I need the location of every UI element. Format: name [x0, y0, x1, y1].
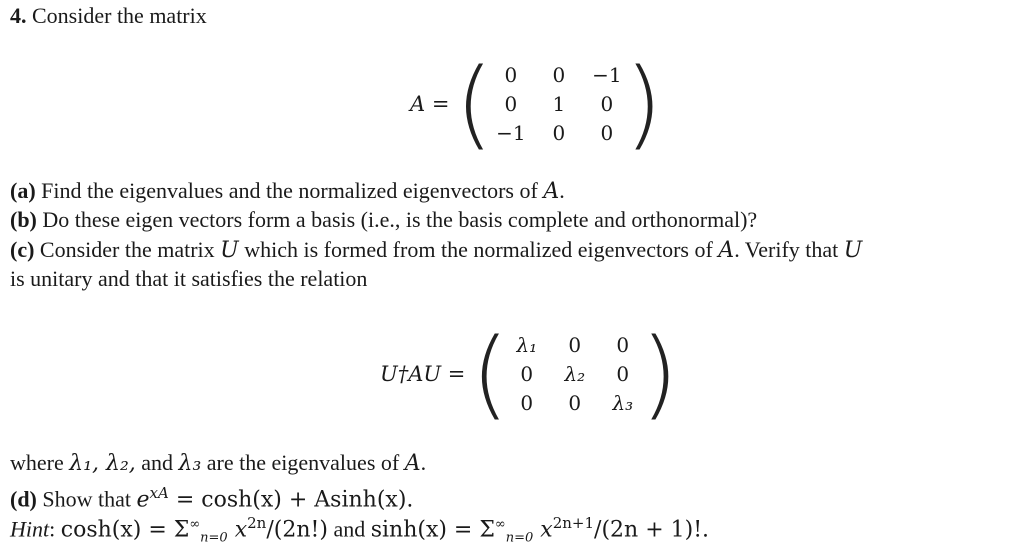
where-lambdas: λ₁, λ₂,: [69, 451, 136, 476]
matrix-a-label: A =: [410, 92, 450, 116]
right-paren-icon: ): [640, 318, 679, 430]
hint-line: [10, 510, 709, 552]
hint-sinh-den: /(2n + 1)!.: [594, 517, 710, 543]
matrix-cell: 0: [504, 63, 518, 87]
part-a: [10, 178, 565, 205]
hint-sinh-term: x: [533, 517, 553, 543]
part-b-label: (b): [10, 207, 37, 232]
problem-heading: [10, 3, 207, 29]
matrix-cell: 0: [568, 333, 582, 357]
part-a-var: A: [543, 179, 560, 204]
right-paren-icon: ): [624, 48, 663, 160]
matrix-cell: 0: [552, 121, 566, 145]
hint-sum-sup: ∞: [494, 517, 506, 532]
matrix-cell: 0: [504, 92, 518, 116]
where-var: A: [404, 451, 421, 476]
hint-sinh-pow: 2n+1: [552, 514, 595, 532]
where-line: [10, 450, 426, 477]
matrix-u-equation: [380, 318, 679, 430]
problem-intro: Consider the matrix: [32, 3, 207, 28]
part-a-text: Find the eigenvalues and the normalized eigenvectors of: [41, 178, 538, 203]
where-text2: are the eigenvalues of: [206, 450, 400, 475]
part-c-var-u2: U: [843, 238, 863, 263]
matrix-u-grid: [503, 331, 647, 418]
hint-cosh-den: /(2n!): [266, 517, 328, 543]
hint-sum-sub: n=0: [505, 530, 534, 546]
matrix-cell: 1: [552, 92, 566, 116]
hint-sinh: sinh(x) = Σ: [370, 517, 495, 543]
where-end: .: [420, 450, 427, 475]
part-d-exp: xA: [149, 484, 169, 502]
matrix-a-grid: [487, 61, 631, 148]
matrix-cell: 0: [600, 92, 614, 116]
matrix-a-equation: [410, 48, 663, 160]
part-c: [10, 237, 862, 264]
hint-cosh: cosh(x) = Σ: [60, 517, 190, 543]
matrix-cell: 0: [568, 391, 582, 415]
hint-cosh-term: x: [227, 517, 248, 543]
hint-and: and: [333, 516, 366, 542]
part-c-text1: Consider the matrix: [39, 237, 215, 262]
part-b: [10, 207, 757, 233]
matrix-cell: λ₂: [564, 362, 586, 386]
matrix-cell: 0: [520, 362, 534, 386]
matrix-cell: 0: [520, 391, 534, 415]
part-d-label: (d): [10, 486, 37, 512]
matrix-cell: λ₃: [612, 391, 634, 415]
part-c-label: (c): [10, 237, 35, 262]
left-paren-icon: (: [471, 318, 509, 430]
hint-label: Hint: [10, 516, 50, 542]
matrix-cell: −1: [592, 63, 622, 87]
matrix-cell: 0: [616, 333, 630, 357]
part-a-end: .: [559, 178, 565, 203]
matrix-cell: −1: [496, 121, 526, 145]
part-d-text: Show that: [42, 486, 132, 512]
left-paren-icon: (: [455, 48, 493, 160]
where-lambda3: λ₃: [178, 451, 202, 476]
where-and: and: [141, 450, 174, 475]
part-d-lhs: e: [136, 487, 150, 513]
problem-number: 4.: [10, 3, 27, 28]
hint-cosh-pow: 2n: [247, 514, 267, 532]
matrix-cell: 0: [616, 362, 630, 386]
hint-sum-sub: n=0: [200, 530, 228, 546]
part-c-var-a: A: [718, 238, 735, 263]
hint-sum-sup: ∞: [189, 517, 201, 532]
part-b-text: Do these eigen vectors form a basis (i.e., is the basis complete and orthonormal)?: [42, 207, 758, 232]
hint-colon: :: [49, 516, 56, 542]
part-c-var-u: U: [220, 238, 239, 263]
part-c-text2: which is formed from the normalized eigenvectors of: [244, 237, 713, 262]
matrix-cell: 0: [552, 63, 566, 87]
matrix-u-label: U†AU =: [380, 362, 466, 386]
matrix-cell: λ₁: [516, 333, 538, 357]
part-d-rhs: = cosh(x) + Asinh(x).: [168, 487, 414, 513]
part-a-label: (a): [10, 178, 36, 203]
matrix-cell: 0: [600, 121, 614, 145]
part-c-line2: is unitary and that it satisfies the relation: [10, 266, 368, 291]
where-text1: where: [10, 450, 64, 475]
part-d: [10, 480, 413, 513]
part-c-text3: . Verify that: [734, 237, 839, 262]
